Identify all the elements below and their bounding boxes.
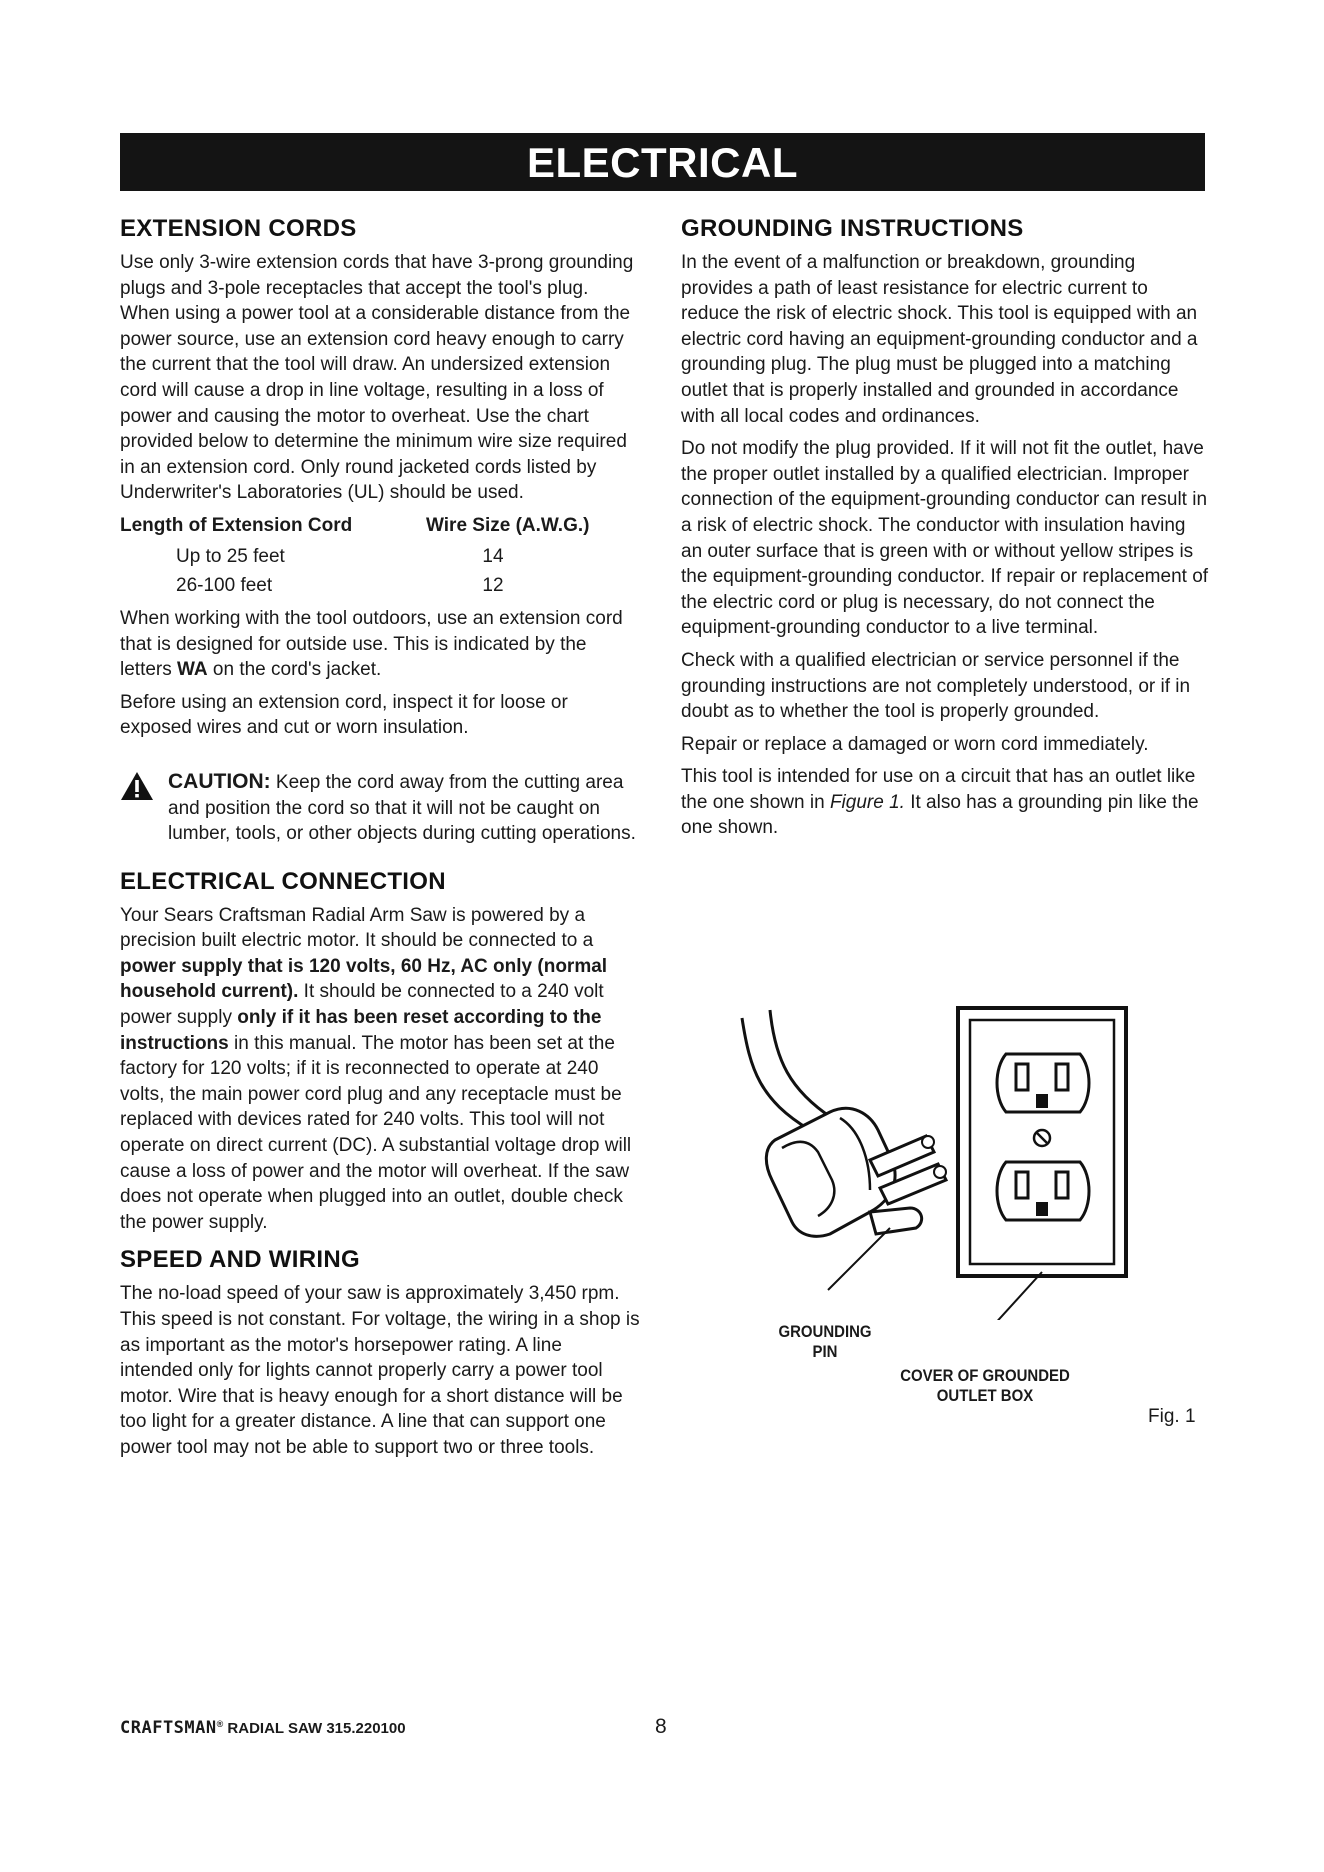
grounding-heading: GROUNDING INSTRUCTIONS (681, 215, 1024, 242)
extension-cord-table (120, 513, 640, 600)
footer-model: CRAFTSMAN® RADIAL SAW 315.220100 (120, 1718, 406, 1738)
table-header-wire-size: Wire Size (A.W.G.) (426, 514, 590, 536)
outlet-cover-icon (958, 1008, 1126, 1276)
plug-and-outlet-illustration (720, 990, 1140, 1320)
grounding-paragraph-1: In the event of a malfunction or breakdown, grounding provides a path of least resistance for electric current to reduce the risk of electric shock. This tool is equipped with an electric cord having an equipment-grounding conductor and a grounding plug. The plug must be plugged into a matching outlet that is properly installed and grounded in accordance with all local codes and ordinances. (681, 252, 1198, 427)
grounding-paragraph-4: Repair or replace a damaged or worn cord immediately. (681, 733, 1149, 755)
speed-wiring-paragraph: The no-load speed of your saw is approximately 3,450 rpm. This speed is not constant. For voltage, the wiring in a shop is as important as the motor's horsepower rating. A line intended only for lights cannot properly carry a power tool motor. Wire that is heavy enough for a short distance will be too light for a greater distance. A line that can support one power tool may not be able to support two or three tools. (120, 1283, 640, 1458)
grounding-paragraph-3: Check with a qualified electrician or service personnel if the grounding instructions are not completely understood, or if in doubt as to whether the tool is properly grounded. (681, 649, 1191, 723)
table-row (120, 571, 640, 600)
extension-cords-paragraph: Use only 3-wire extension cords that have 3-prong grounding plugs and 3-pole receptacles that accept the tool's plug. When using a power tool at a considerable distance from the power source, use an extension cord heavy enough to carry the current that the tool will draw. An undersized extension cord will cause a drop in line voltage, resulting in a loss of power and causing the motor to overheat. Use the chart provided below to determine the minimum wire size required in an extension cord. Only round jacketed cords listed by Underwriter's Laboratories (UL) should be used. (120, 252, 634, 504)
page-number: 8 (655, 1715, 667, 1738)
table-cell-length: Up to 25 feet (176, 545, 285, 567)
outdoor-cord-paragraph: When working with the tool outdoors, use an extension cord that is designed for outside use. This is indicated by the letters WA on the cord's jacket. (120, 607, 623, 681)
plug-icon (766, 1108, 946, 1236)
electrical-connection-heading: ELECTRICAL CONNECTION (120, 867, 446, 895)
grounding-paragraph-2: Do not modify the plug provided. If it will not fit the outlet, have the proper outlet installed by a qualified electrician. Improper connection of the equipment-grounding conductor can result in a risk of electric shock. The conductor with insulation having an outer surface that is green with or without yellow stripes is the equipment-grounding conductor. If repair or replacement of the electric cord or plug is necessary, do not connect the equipment-grounding conductor to a live terminal. (681, 438, 1209, 639)
extension-cords-heading: EXTENSION CORDS (120, 215, 357, 242)
cord-line (742, 1018, 810, 1130)
warning-triangle-icon (120, 771, 154, 801)
table-cell-size: 12 (482, 574, 504, 596)
grounding-paragraph-5: This tool is intended for use on a circuit that has an outlet like the one shown in Figure 1. It also has a grounding pin like the one shown. (681, 766, 1199, 839)
inspect-cord-paragraph: Before using an extension cord, inspect it for loose or exposed wires and cut or worn insulation. (120, 691, 568, 739)
wa-marking: WA (177, 659, 208, 681)
brand-logo: CRAFTSMAN (120, 1718, 217, 1738)
cover-leader-line (982, 1272, 1042, 1320)
outlet-cover-label: COVER OF GROUNDED OUTLET BOX (900, 1366, 1070, 1405)
figure-caption: Fig. 1 (1148, 1406, 1196, 1427)
speed-wiring-heading: SPEED AND WIRING (120, 1246, 360, 1274)
figure-reference: Figure 1. (829, 791, 905, 813)
caution-label: CAUTION: (168, 769, 271, 793)
pin-leader-line (828, 1228, 890, 1290)
caution-text: CAUTION: Keep the cord away from the cutting area and position the cord so that it will not be caught on lumber, tools, or other objects during cutting operations. (168, 769, 636, 845)
table-cell-length: 26-100 feet (176, 574, 273, 596)
table-header-length: Length of Extension Cord (120, 514, 353, 536)
figure-grounded-outlet (720, 990, 1140, 1420)
table-row (120, 542, 640, 571)
electrical-connection-paragraph: Your Sears Craftsman Radial Arm Saw is powered by a precision built electric motor. It should be connected to a power supply that is 120 volts, 60 Hz, AC only (normal household current). It should be connected to a 240 volt power supply only if it has been reset according to the instructions in this manual. The motor has been set at the factory for 120 volts; if it is reconnected to operate at 240 volts, the main power cord plug and any receptacle must be replaced with devices rated for 240 volts. This tool will not operate on direct current (DC). A substantial voltage drop will cause a loss of power and the motor will overheat. If the saw does not operate when plugged into an outlet, double check the power supply. (120, 904, 632, 1233)
cord-line (770, 1010, 832, 1118)
caution-block (120, 769, 640, 847)
section-banner: ELECTRICAL (120, 133, 1205, 191)
grounding-pin-label: GROUNDING PIN (778, 1322, 872, 1361)
right-column (681, 214, 1209, 848)
left-column (120, 214, 640, 1468)
table-cell-size: 14 (482, 545, 504, 567)
